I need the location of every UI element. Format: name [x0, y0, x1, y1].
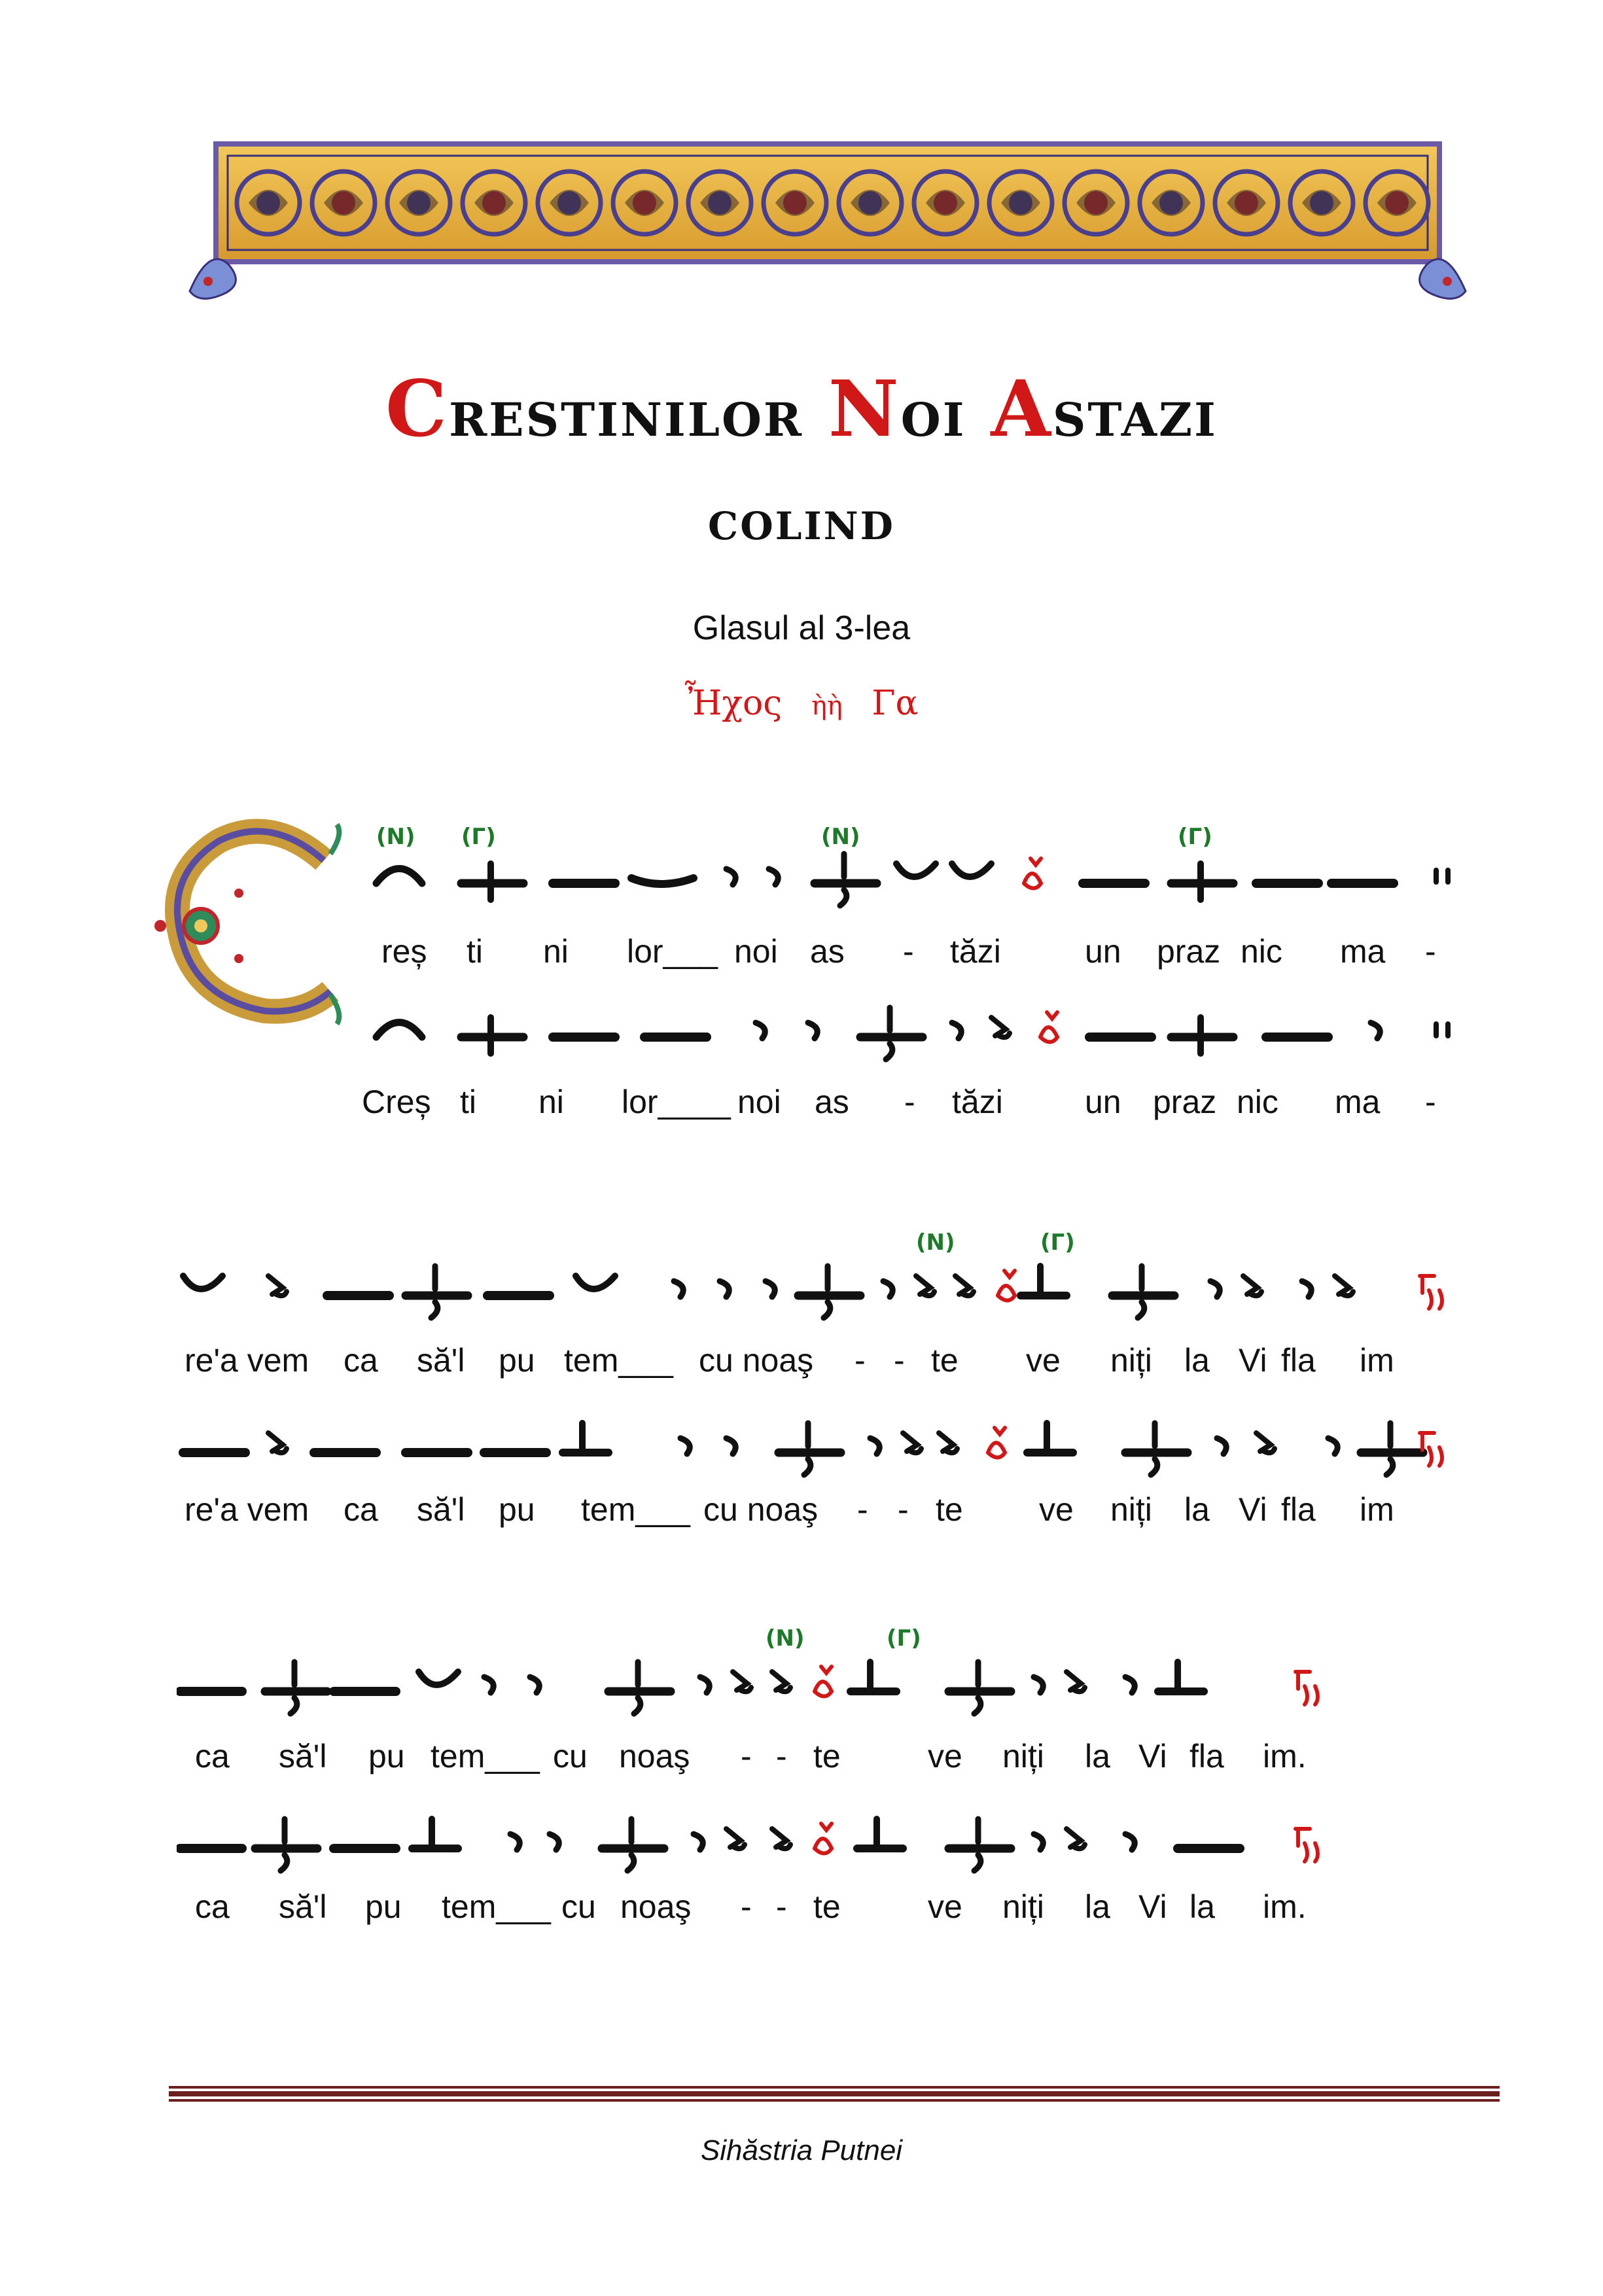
lyric-syllable: tăzi [952, 1084, 1003, 1120]
ornamental-headpiece [177, 124, 1479, 314]
neume-vareia [1021, 1266, 1066, 1296]
neume-elaphron [268, 1433, 287, 1453]
lyric-syllable: să'l [417, 1342, 465, 1379]
neume-elaphron [991, 1017, 1010, 1037]
neume-kylisma [183, 1276, 222, 1289]
neume-vareia [1027, 1423, 1073, 1453]
neume-klasma [949, 1662, 1011, 1714]
lyric-syllable: - [903, 933, 914, 970]
neume-apo [1034, 1677, 1043, 1693]
lyric-syllable: - [776, 1888, 787, 1925]
neume-klasma [602, 1819, 664, 1871]
neume-annotation: (Γ) [1178, 824, 1212, 850]
footer-rule [169, 2086, 1500, 2102]
neume-ison [631, 878, 694, 884]
lyric-syllable: pu [368, 1738, 405, 1775]
neume-martyria [815, 1824, 832, 1854]
lyric-syllable: ve [1026, 1342, 1061, 1379]
lyric-syllable: la [1085, 1738, 1110, 1775]
neume-kylisma [576, 1276, 615, 1289]
neume-martyria [815, 1667, 832, 1697]
lyric-syllable: Vi [1239, 1342, 1267, 1379]
neume-elaphron [1256, 1433, 1275, 1453]
neume-klasma [1112, 1266, 1174, 1318]
neume-klasma [406, 1266, 468, 1318]
neume-line-1 [363, 815, 1475, 926]
lyric-syllable: lor___ [627, 933, 718, 970]
title-initial-1: C [385, 363, 449, 454]
neume-apo [1125, 1834, 1135, 1850]
lyrics-line-3 [0, 1341, 1603, 1387]
lyric-syllable: un [1085, 1084, 1121, 1120]
lyric-syllable: Vi [1239, 1491, 1267, 1528]
lyrics-line-5 [0, 1737, 1603, 1783]
neume-annotation: (Γ) [887, 1625, 921, 1651]
lyrics-line-1 [0, 932, 1603, 978]
lyric-syllable: ve [1039, 1491, 1074, 1528]
neume-apo [674, 1281, 683, 1297]
neume-apo [530, 1677, 539, 1693]
echos-letter: Γα [872, 684, 919, 723]
lyric-syllable: ma [1340, 933, 1386, 970]
neume-apo [883, 1281, 892, 1297]
lyric-syllable: tem___ [564, 1342, 673, 1379]
lyric-syllable: te [936, 1491, 963, 1528]
lyric-syllable: - [898, 1491, 909, 1528]
illuminated-initial-c [141, 815, 350, 1031]
lyric-syllable: - [776, 1738, 787, 1775]
lyric-syllable: im [1360, 1342, 1394, 1379]
neume-elaphron [955, 1276, 974, 1296]
lyric-syllable: cu noaş [699, 1342, 814, 1379]
neume-ga [1420, 1276, 1442, 1309]
neume-klasma [949, 1819, 1011, 1871]
neume-line-3 [177, 1217, 1485, 1335]
lyric-syllable: tăzi [950, 933, 1001, 970]
lyric-syllable: Creș [362, 1084, 431, 1120]
lyric-syllable: te [813, 1738, 841, 1775]
neume-kylisma [896, 864, 936, 877]
neume-line-4 [177, 1394, 1485, 1492]
neume-gorgon [1171, 864, 1233, 900]
lyric-syllable: ca [344, 1342, 378, 1379]
lyric-syllable: pu [499, 1491, 535, 1528]
neume-apo [726, 869, 735, 885]
neume-apo [484, 1677, 493, 1693]
lyric-syllable: ve [928, 1738, 962, 1775]
neume-apo [1034, 1834, 1043, 1850]
neume-apo [550, 1834, 559, 1850]
lyric-syllable: ti [460, 1084, 476, 1120]
neume-line-6 [177, 1790, 1485, 1888]
lyric-syllable: im. [1263, 1888, 1307, 1925]
neume-elaphron [903, 1433, 921, 1453]
neume-vareia [857, 1819, 903, 1848]
lyric-syllable: ve [928, 1888, 962, 1925]
lyric-syllable: niți [1110, 1342, 1152, 1379]
neume-double-bar [1436, 1024, 1448, 1036]
title-initial-3: A [991, 363, 1053, 454]
lyric-syllable: la [1184, 1342, 1210, 1379]
neume-annotation: (Ν) [821, 824, 860, 850]
lyric-syllable: ti [467, 933, 483, 970]
lyric-syllable: la [1184, 1491, 1210, 1528]
lyric-syllable: ca [195, 1888, 230, 1925]
lyric-syllable: reș [381, 933, 427, 970]
neume-klasma [798, 1266, 860, 1318]
lyric-syllable: te [931, 1342, 959, 1379]
neume-apo [1371, 1023, 1380, 1038]
lyric-syllable: tem___ [442, 1888, 551, 1925]
neume-vareia [851, 1662, 896, 1691]
lyric-syllable: - [854, 1342, 866, 1379]
neume-martyria [998, 1271, 1015, 1301]
neume-vareia [563, 1423, 608, 1453]
neume-ga [1420, 1433, 1442, 1466]
echos-mark: ὴὴ [811, 691, 843, 721]
neume-apo [726, 1438, 735, 1454]
neume-kylisma [952, 864, 991, 877]
neume-elaphron [939, 1433, 957, 1453]
neume-apo [1328, 1438, 1337, 1454]
neume-klasma [265, 1662, 327, 1714]
lyric-syllable: Vi [1138, 1738, 1167, 1775]
lyric-syllable: tem___ [431, 1738, 540, 1775]
title-word-2: oi [900, 374, 991, 451]
neume-annotation: (Γ) [461, 824, 496, 850]
neume-klasma [255, 1819, 317, 1871]
neume-line-2 [363, 985, 1475, 1076]
neume-vareia [1158, 1662, 1204, 1691]
lyric-syllable: as [815, 1084, 849, 1120]
lyric-syllable: să'l [417, 1491, 465, 1528]
neume-annotation: (Ν) [916, 1229, 955, 1256]
neume-apo [680, 1438, 690, 1454]
lyric-syllable: tem___ [581, 1491, 690, 1528]
lyric-syllable: im [1360, 1491, 1394, 1528]
lyric-syllable: pu [499, 1342, 535, 1379]
title-initial-2: N [828, 363, 901, 454]
neume-petasti [376, 869, 422, 884]
neume-apo [808, 1023, 817, 1038]
neume-apo [952, 1023, 961, 1038]
neume-apo [1210, 1281, 1220, 1297]
lyric-syllable: să'l [279, 1738, 327, 1775]
lyric-syllable: as [810, 933, 845, 970]
neume-klasma [815, 854, 877, 906]
lyric-syllable: fla [1281, 1342, 1316, 1379]
neume-elaphron [268, 1276, 287, 1296]
lyric-syllable: fla [1189, 1738, 1224, 1775]
neume-annotation: (Ν) [766, 1625, 805, 1651]
lyric-syllable: - [904, 1084, 915, 1120]
lyric-syllable: fla [1281, 1491, 1316, 1528]
lyric-syllable: la [1189, 1888, 1215, 1925]
lyric-syllable: nic [1237, 1084, 1278, 1120]
lyric-syllable: cu noaş [703, 1491, 819, 1528]
lyric-syllable: noaş [620, 1888, 692, 1925]
neume-elaphron [1335, 1276, 1353, 1296]
document-subtitle: COLIND [708, 504, 895, 548]
neume-apo [510, 1834, 520, 1850]
neume-klasma [860, 1008, 923, 1059]
neume-martyria [1024, 858, 1041, 889]
lyric-syllable: - [741, 1738, 752, 1775]
lyric-syllable: cu [553, 1738, 588, 1775]
lyric-syllable: te [813, 1888, 841, 1925]
neume-martyria [1040, 1012, 1057, 1042]
lyric-syllable: praz [1157, 933, 1221, 970]
lyric-syllable: - [894, 1342, 905, 1379]
neume-klasma [779, 1423, 841, 1475]
lyric-syllable: - [1425, 1084, 1436, 1120]
neume-apo [720, 1281, 729, 1297]
lyric-syllable: ni [543, 933, 569, 970]
lyric-syllable: noaş [619, 1738, 690, 1775]
lyric-syllable: - [857, 1491, 868, 1528]
echos-word: Ἦχος [684, 684, 783, 723]
lyric-syllable: nic [1241, 933, 1282, 970]
lyric-syllable: - [741, 1888, 752, 1925]
neume-apo [756, 1023, 765, 1038]
lyric-syllable: noi [734, 933, 778, 970]
lyrics-line-2 [0, 1083, 1603, 1129]
neume-ga [1295, 1672, 1318, 1704]
lyric-syllable: - [1425, 933, 1436, 970]
lyric-syllable: niți [1110, 1491, 1152, 1528]
lyric-syllable: niți [1002, 1738, 1044, 1775]
echos-signature [0, 684, 1603, 723]
lyric-syllable: re'a vem [185, 1491, 309, 1528]
neume-double-bar [1436, 870, 1448, 882]
neume-martyria [988, 1428, 1005, 1458]
neume-apo [1302, 1281, 1311, 1297]
neume-kylisma [419, 1672, 458, 1685]
lyric-syllable: cu [561, 1888, 596, 1925]
neume-apo [769, 869, 778, 885]
neume-apo [870, 1438, 879, 1454]
neume-annotation: (Γ) [1040, 1229, 1075, 1256]
lyric-syllable: ma [1335, 1084, 1381, 1120]
lyric-syllable: Vi [1138, 1888, 1167, 1925]
title-word-3: stazi [1052, 374, 1218, 451]
neume-gorgon [461, 864, 523, 900]
lyrics-line-4 [0, 1491, 1603, 1536]
document-title [0, 363, 1603, 454]
lyric-syllable: ca [344, 1491, 378, 1528]
lyric-syllable: praz [1153, 1084, 1217, 1120]
lyric-syllable: un [1085, 933, 1121, 970]
title-word-1: restinilor [449, 374, 828, 451]
lyric-syllable: im. [1263, 1738, 1307, 1775]
lyric-syllable: lor____ [622, 1084, 731, 1120]
lyric-syllable: ni [538, 1084, 564, 1120]
neume-elaphron [772, 1672, 790, 1691]
neume-klasma [1361, 1423, 1423, 1475]
lyric-syllable: niți [1002, 1888, 1044, 1925]
neume-apo [694, 1834, 703, 1850]
neume-klasma [1125, 1423, 1188, 1475]
neume-apo [766, 1281, 775, 1297]
neume-vareia [412, 1819, 458, 1848]
neume-ga [1295, 1829, 1318, 1862]
lyrics-line-6 [0, 1888, 1603, 1934]
neume-elaphron [733, 1672, 751, 1691]
neume-klasma [608, 1662, 671, 1714]
neume-elaphron [1066, 1672, 1085, 1691]
lyric-syllable: să'l [279, 1888, 327, 1925]
mode-label: Glasul al 3-lea [692, 609, 911, 647]
lyric-syllable: re'a vem [185, 1342, 309, 1379]
footer-text: Sihăstria Putnei [700, 2134, 903, 2166]
lyric-syllable: ca [195, 1738, 230, 1775]
neume-apo [1125, 1677, 1135, 1693]
neume-apo [1217, 1438, 1226, 1454]
neume-elaphron [916, 1276, 934, 1296]
neume-annotation: (Ν) [376, 824, 415, 850]
neume-petasti [376, 1023, 422, 1038]
neume-elaphron [726, 1829, 745, 1848]
lyric-syllable: pu [365, 1888, 402, 1925]
neume-line-5 [177, 1613, 1485, 1734]
lyric-syllable: noi [737, 1084, 781, 1120]
neume-apo [700, 1677, 709, 1693]
neume-elaphron [772, 1829, 790, 1848]
lyric-syllable: la [1085, 1888, 1110, 1925]
neume-elaphron [1243, 1276, 1261, 1296]
neume-elaphron [1066, 1829, 1085, 1848]
neume-gorgon [1171, 1017, 1233, 1053]
neume-gorgon [461, 1017, 523, 1053]
